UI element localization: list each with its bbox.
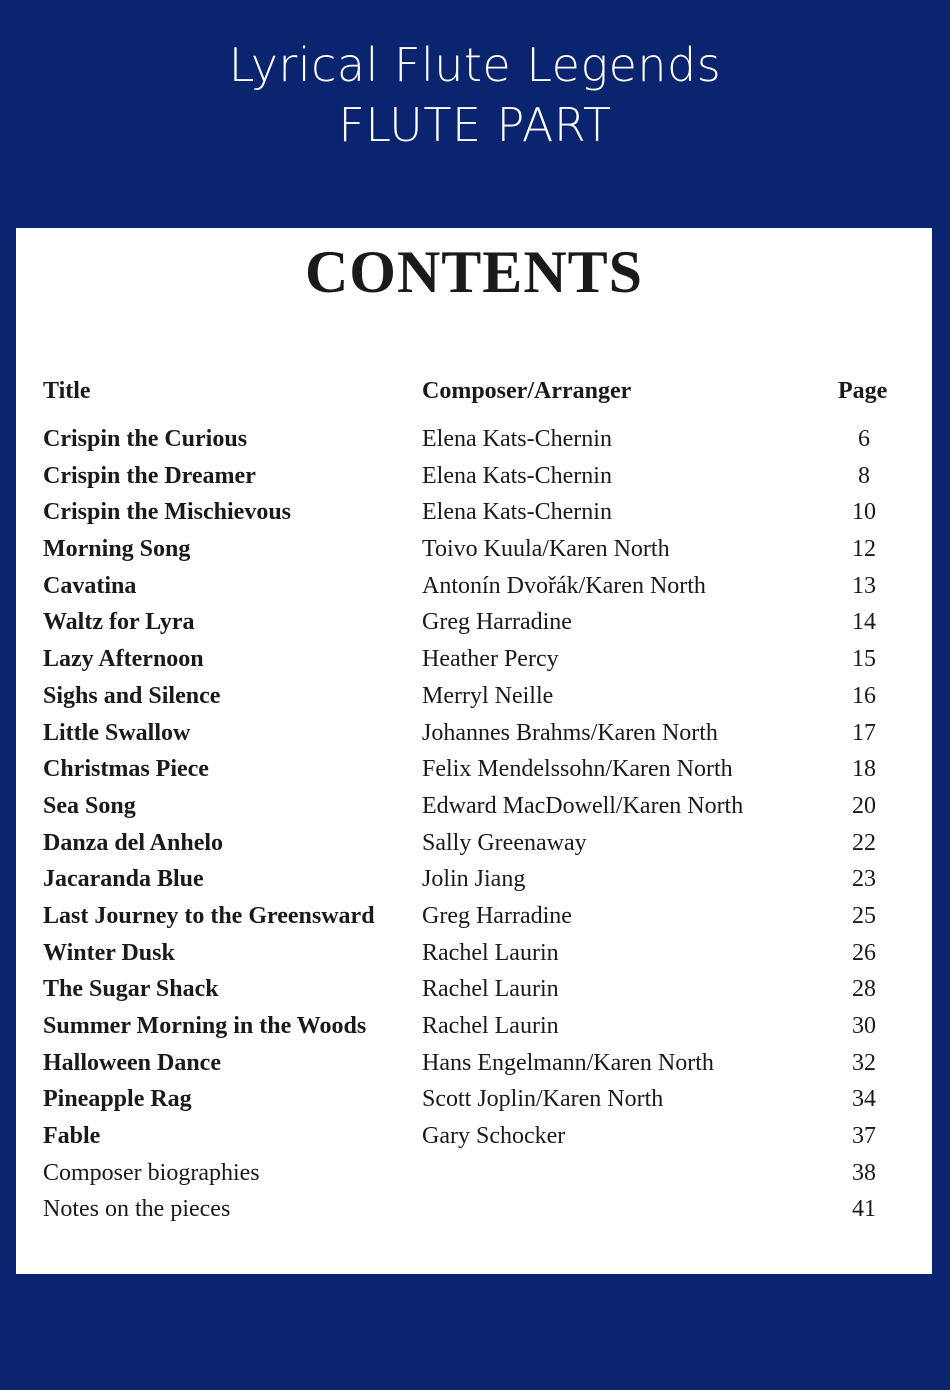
book-title: Lyrical Flute Legends xyxy=(228,38,722,92)
row-title: Lazy Afternoon xyxy=(43,646,204,673)
row-composer: Scott Joplin/Karen North xyxy=(422,1086,664,1113)
row-page: 28 xyxy=(852,976,876,1003)
contents-panel xyxy=(16,228,932,1274)
table-row xyxy=(16,573,932,610)
row-title: Sea Song xyxy=(43,792,136,819)
table-row xyxy=(16,1086,932,1123)
row-title: Crispin the Mischievous xyxy=(43,499,292,526)
table-row xyxy=(16,463,932,500)
row-title: Fable xyxy=(43,1123,101,1150)
row-composer: Merryl Neille xyxy=(422,682,554,709)
row-page: 20 xyxy=(852,792,876,819)
row-title: Last Journey to the Greensward xyxy=(43,902,375,929)
row-page: 15 xyxy=(852,646,876,673)
row-page: 41 xyxy=(852,1196,876,1223)
row-composer: Rachel Laurin xyxy=(422,1013,559,1039)
row-composer: Heather Percy xyxy=(422,646,559,673)
table-row xyxy=(16,830,932,867)
row-page: 18 xyxy=(852,756,876,783)
column-header-page: Page xyxy=(838,378,888,404)
row-page: 6 xyxy=(858,426,870,452)
row-page: 13 xyxy=(852,572,876,599)
row-title: Christmas Piece xyxy=(43,756,209,783)
row-composer: Sally Greenaway xyxy=(422,829,587,856)
table-row xyxy=(16,793,932,830)
row-page: 30 xyxy=(852,1013,876,1039)
row-title: Composer biographies xyxy=(43,1159,260,1186)
row-title: Morning Song xyxy=(43,536,191,563)
row-page: 8 xyxy=(858,462,870,489)
row-composer: Jolin Jiang xyxy=(422,866,526,893)
contents-list xyxy=(16,426,932,1233)
row-page: 37 xyxy=(852,1123,876,1150)
column-header-title: Title xyxy=(43,378,91,404)
row-composer: Edward MacDowell/Karen North xyxy=(422,792,744,819)
row-composer: Johannes Brahms/Karen North xyxy=(422,719,718,746)
row-page: 23 xyxy=(852,866,876,893)
row-title: Jacaranda Blue xyxy=(43,866,204,893)
row-page: 38 xyxy=(852,1159,876,1186)
table-row xyxy=(16,976,932,1013)
row-title: Pineapple Rag xyxy=(43,1086,192,1113)
row-title: Little Swallow xyxy=(43,719,191,746)
row-title: Sighs and Silence xyxy=(43,682,221,709)
row-page: 26 xyxy=(852,939,876,966)
row-composer: Felix Mendelssohn/Karen North xyxy=(422,756,733,783)
row-composer: Hans Engelmann/Karen North xyxy=(422,1049,714,1076)
row-page: 17 xyxy=(852,719,876,746)
column-header-composer: Composer/Arranger xyxy=(422,378,632,404)
table-row xyxy=(16,683,932,720)
book-subtitle: FLUTE PART xyxy=(338,98,612,152)
row-composer: Antonín Dvořák/Karen North xyxy=(422,572,706,599)
row-page: 14 xyxy=(852,609,876,636)
row-page: 22 xyxy=(852,829,876,856)
row-composer: Greg Harradine xyxy=(422,902,572,929)
row-page: 32 xyxy=(852,1049,876,1076)
row-title: Notes on the pieces xyxy=(43,1196,231,1223)
table-row xyxy=(16,756,932,793)
table-row xyxy=(16,536,932,573)
row-title: Danza del Anhelo xyxy=(43,829,224,856)
row-title: Summer Morning in the Woods xyxy=(43,1013,367,1039)
table-row xyxy=(16,499,932,536)
table-row xyxy=(16,866,932,903)
row-page: 25 xyxy=(852,902,876,929)
row-page: 10 xyxy=(852,499,876,526)
row-composer: Toivo Kuula/Karen North xyxy=(422,536,670,563)
row-title: Halloween Dance xyxy=(43,1049,221,1076)
row-composer: Rachel Laurin xyxy=(422,976,559,1003)
row-title: Winter Dusk xyxy=(43,939,175,966)
table-row xyxy=(16,940,932,977)
row-title: The Sugar Shack xyxy=(43,976,219,1003)
table-row xyxy=(16,426,932,463)
row-title: Waltz for Lyra xyxy=(43,609,195,636)
row-composer: Gary Schocker xyxy=(422,1123,566,1150)
table-row xyxy=(16,646,932,683)
table-row xyxy=(16,609,932,646)
row-composer: Elena Kats-Chernin xyxy=(422,462,612,489)
row-composer: Greg Harradine xyxy=(422,609,572,636)
contents-heading: CONTENTS xyxy=(304,239,644,305)
row-page: 16 xyxy=(852,682,876,709)
row-composer: Elena Kats-Chernin xyxy=(422,426,612,452)
row-page: 34 xyxy=(852,1086,876,1113)
row-title: Cavatina xyxy=(43,572,137,599)
row-page: 12 xyxy=(852,536,876,563)
table-row xyxy=(16,1160,932,1197)
row-composer: Rachel Laurin xyxy=(422,939,559,966)
table-row xyxy=(16,903,932,940)
row-title: Crispin the Dreamer xyxy=(43,462,256,489)
table-row xyxy=(16,1013,932,1050)
table-row xyxy=(16,720,932,757)
row-composer: Elena Kats-Chernin xyxy=(422,499,612,526)
table-row xyxy=(16,1050,932,1087)
table-row xyxy=(16,1196,932,1233)
row-title: Crispin the Curious xyxy=(43,426,248,452)
table-row xyxy=(16,1123,932,1160)
